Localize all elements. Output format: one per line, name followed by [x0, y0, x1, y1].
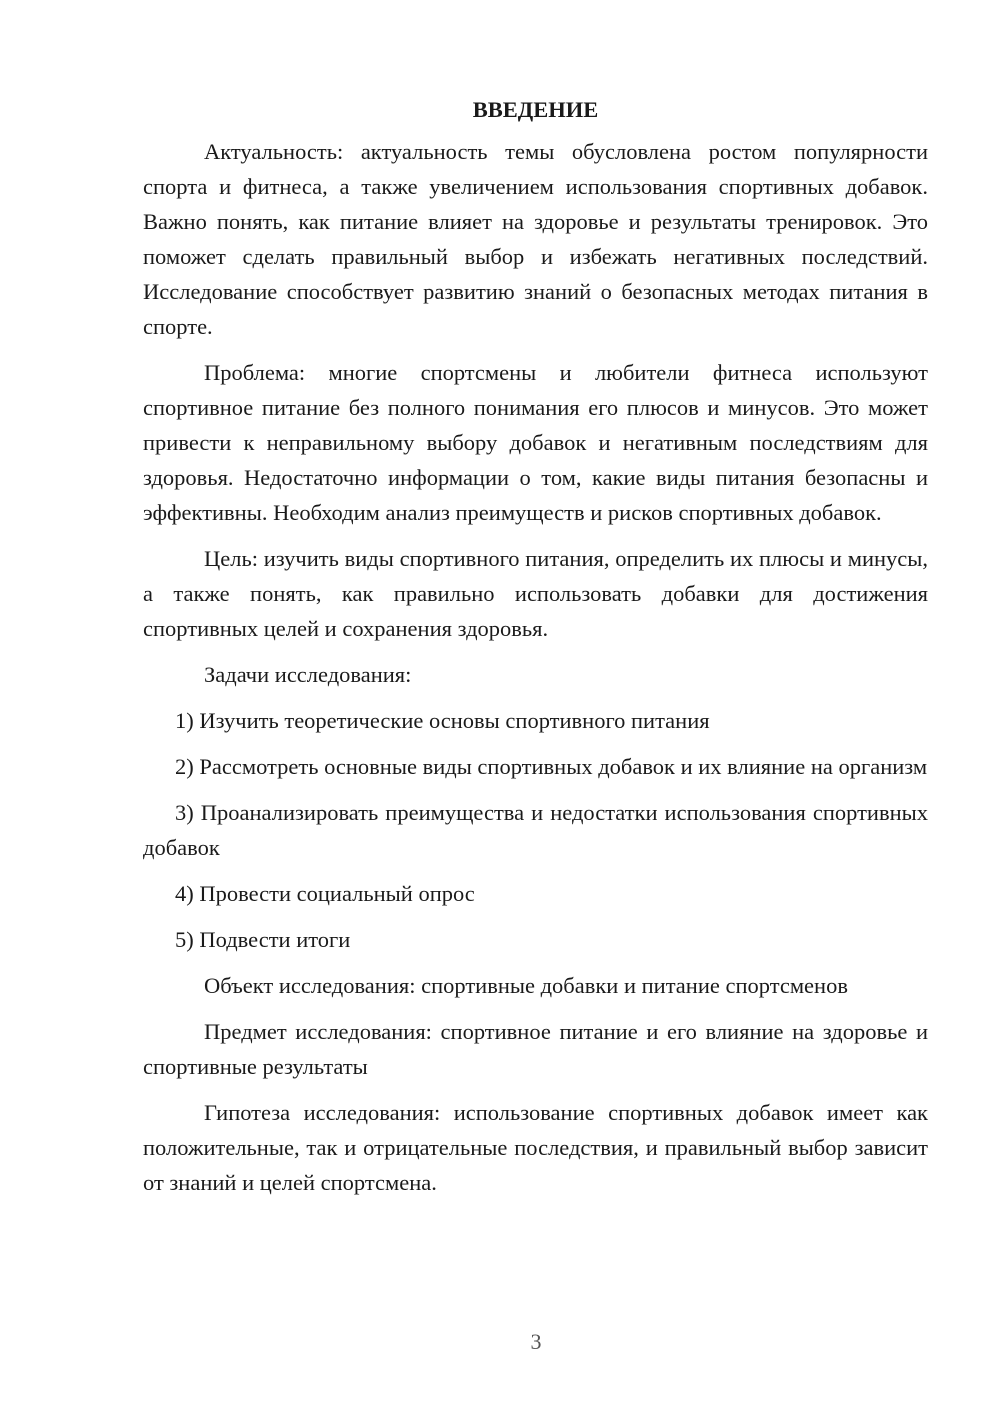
list-item: 2) Рассмотреть основные виды спортивных добавок и их влияние на организм	[175, 754, 928, 779]
paragraph-subject: Предмет исследования: спортивное питание и его влияние на здоровье и спортивные результаты	[143, 1019, 928, 1079]
paragraph-problem: Проблема: многие спортсмены и любители фитнеса используют спортивное питание без полного понимания его плюсов и минусов. Это может привести к неправильному выбору добавок и негативным последствиям для здоровья. Недостаточно информации о том, какие виды питания безопасны и эффективны. Необходим анализ преимуществ и рисков спортивных добавок.	[143, 360, 928, 525]
list-item: 5) Подвести итоги	[175, 927, 351, 952]
list-item: 1) Изучить теоретические основы спортивного питания	[175, 708, 710, 733]
list-item: 3) Проанализировать преимущества и недостатки использования спортивных добавок	[143, 800, 928, 860]
paragraph-relevance: Актуальность: актуальность темы обусловлена ростом популярности спорта и фитнеса, а также увеличением использования спортивных добавок. Важно понять, как питание влияет на здоровье и результаты тренировок. Это поможет сделать правильный выбор и избежать негативных последствий. Исследование способствует развитию знаний о безопасных методах питания в спорте.	[143, 139, 928, 339]
list-item: 4) Провести социальный опрос	[175, 881, 475, 906]
paragraph-hypothesis: Гипотеза исследования: использование спортивных добавок имеет как положительные, так и отрицательные последствия, и правильный выбор зависит от знаний и целей спортсмена.	[143, 1100, 928, 1195]
paragraph-object: Объект исследования: спортивные добавки и питание спортсменов	[204, 973, 848, 998]
tasks-heading: Задачи исследования:	[204, 662, 412, 687]
tasks-list	[143, 703, 928, 957]
document-page	[143, 92, 928, 1211]
paragraph-goal: Цель: изучить виды спортивного питания, определить их плюсы и минусы, а также понять, как правильно использовать добавки для достижения спортивных целей и сохранения здоровья.	[143, 546, 928, 641]
page-number: 3	[530, 1329, 542, 1354]
page-title: ВВЕДЕНИЕ	[472, 97, 599, 122]
